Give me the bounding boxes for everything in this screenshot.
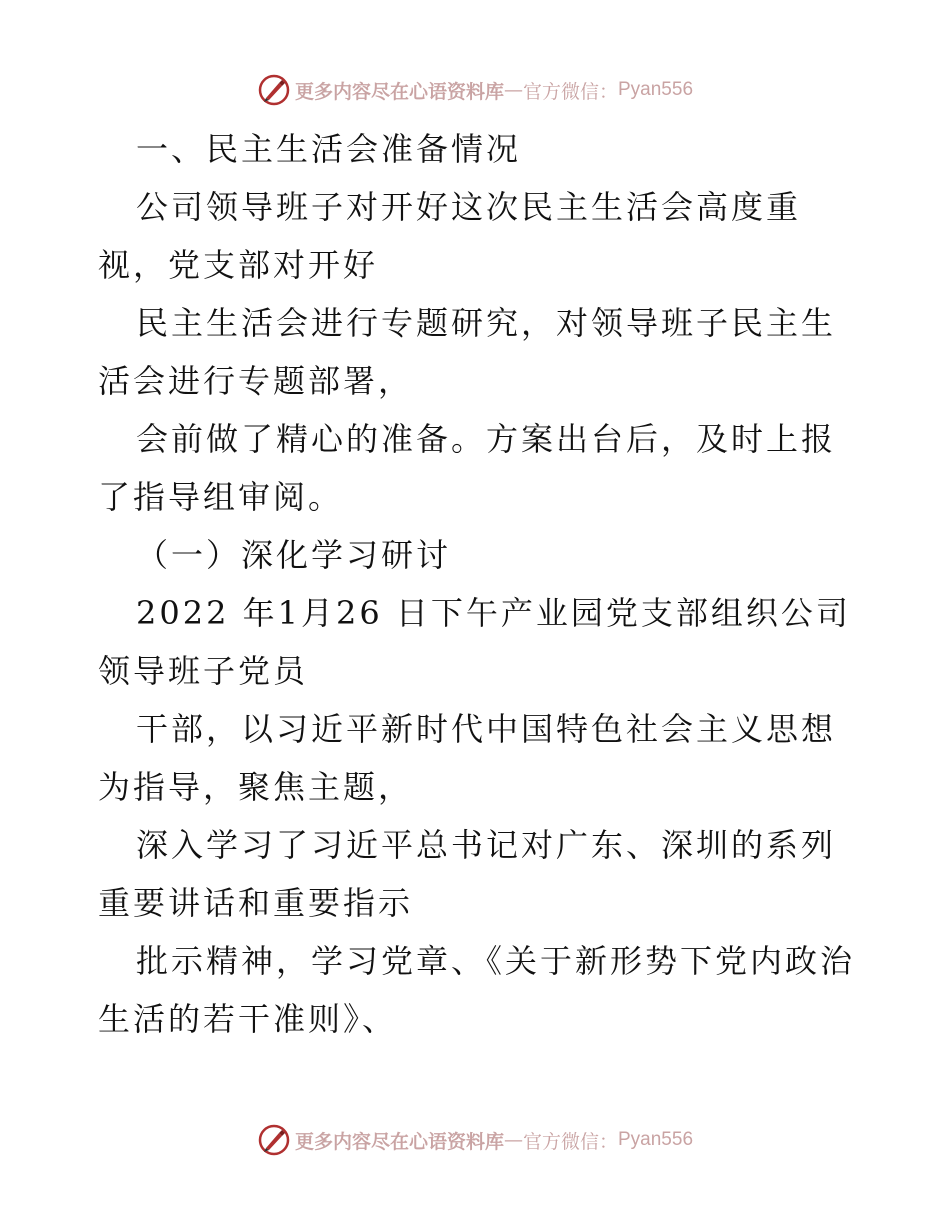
paragraph: 会前做了精心的准备。方案出台后，及时上报了指导组审阅。	[98, 420, 837, 516]
section-heading: 一、民主生活会准备情况	[136, 130, 522, 168]
footer-banner	[257, 1123, 693, 1157]
paragraph: 公司领导班子对开好这次民主生活会高度重视，党支部对开好	[98, 188, 802, 284]
paragraph: 干部，以习近平新时代中国特色社会主义思想为指导，聚焦主题，	[98, 710, 837, 806]
header-wechat-id: Pyan556	[618, 79, 694, 100]
footer-site-name: 更多内容尽在心语资料库	[294, 1130, 504, 1153]
header-dash: —	[503, 79, 523, 101]
header-banner	[257, 73, 693, 107]
document-body	[98, 120, 858, 1048]
paragraph: 深入学习了习近平总书记对广东、深圳的系列重要讲话和重要指示	[98, 826, 837, 922]
footer-dash: —	[503, 1129, 523, 1151]
header-site-name: 更多内容尽在心语资料库	[294, 80, 504, 103]
pen-logo-icon	[257, 1123, 291, 1157]
subsection-heading: （一）深化学习研讨	[136, 536, 452, 574]
pen-logo-icon	[257, 73, 291, 107]
paragraph: 2022 年1月26 日下午产业园党支部组织公司领导班子党员	[98, 594, 851, 690]
header-wechat-label: 官方微信：	[522, 80, 618, 103]
footer-wechat-id: Pyan556	[618, 1129, 694, 1150]
paragraph: 批示精神，学习党章、《关于新形势下党内政治生活的若干准则》、	[98, 942, 856, 1038]
page-footer	[0, 1120, 950, 1160]
footer-wechat-label: 官方微信：	[522, 1130, 618, 1153]
page-header	[0, 70, 950, 110]
paragraph: 民主生活会进行专题研究，对领导班子民主生活会进行专题部署，	[98, 304, 837, 400]
